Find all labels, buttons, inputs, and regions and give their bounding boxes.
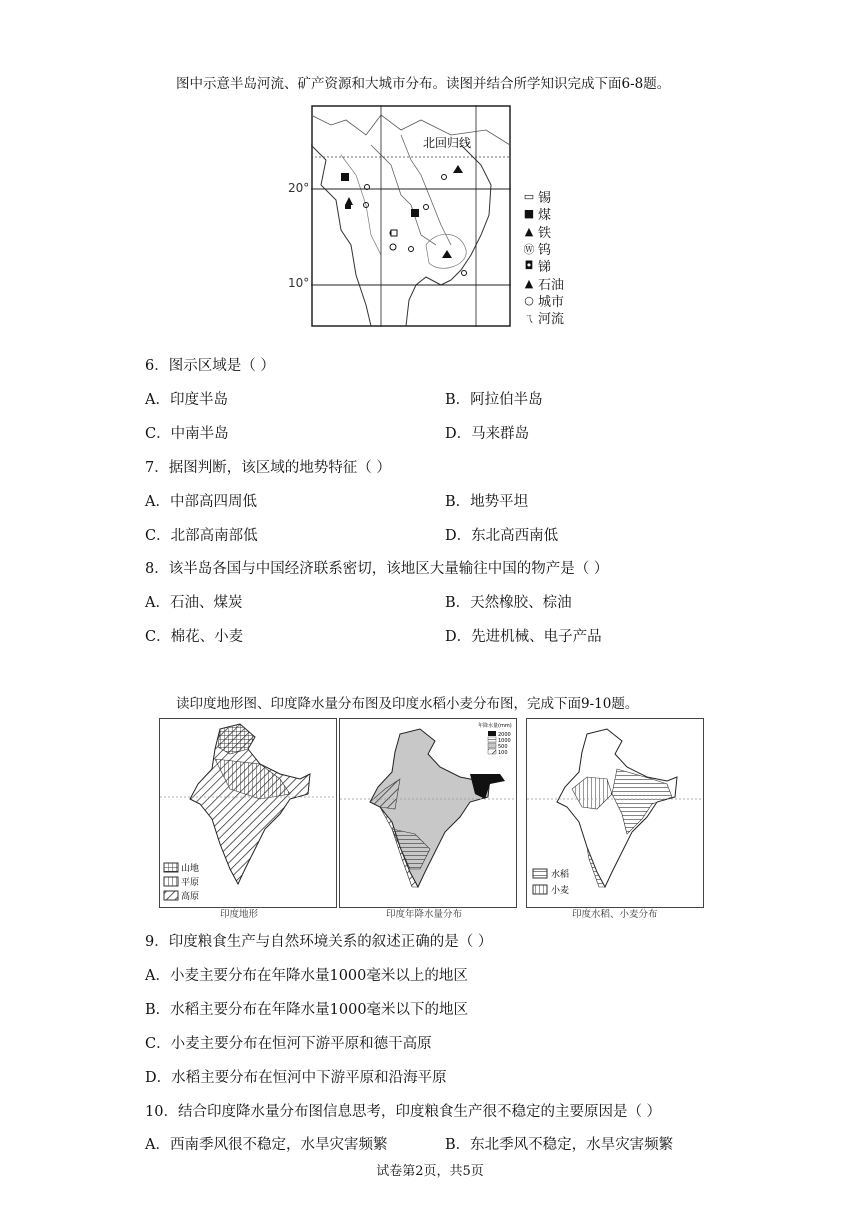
crops-caption: 印度水稻、小麦分布 [572, 909, 658, 920]
q7-stem: 7．据图判断，该区域的地势特征（ ） [145, 460, 391, 476]
q7-option-d[interactable]: D．东北高西南低 [445, 528, 559, 544]
q8-stem: 8．该半岛各国与中国经济联系密切，该地区大量输往中国的物产是（ ） [145, 561, 609, 577]
q6-stem: 6．图示区域是（ ） [145, 358, 275, 374]
q9-option-a[interactable]: A．小麦主要分布在年降水量1000毫米以上的地区 [145, 968, 468, 984]
india-rain-panel [339, 718, 517, 908]
lat-20-label: 20° [288, 181, 310, 195]
svg-text:水稻: 水稻 [551, 870, 570, 880]
svg-text:平原: 平原 [181, 878, 200, 888]
india-crops-map [527, 719, 703, 907]
svg-text:500: 500 [498, 744, 508, 750]
q8-option-d[interactable]: D．先进机械、电子产品 [445, 629, 602, 645]
q10-option-b[interactable]: B．东北季风不稳定，水旱灾害频繁 [445, 1137, 674, 1153]
legend-label-oil: 石油 [538, 277, 565, 293]
tungsten-icon: Ⓦ [523, 242, 535, 256]
q9-option-b[interactable]: B．水稻主要分布在年降水量1000毫米以下的地区 [145, 1002, 469, 1018]
q9-option-c[interactable]: C．小麦主要分布在恒河下游平原和德干高原 [145, 1036, 432, 1052]
india-terrain-panel [159, 718, 337, 908]
q8-option-c[interactable]: C．棉花、小麦 [145, 629, 244, 645]
q7-option-a[interactable]: A．中部高四周低 [145, 494, 257, 510]
india-crops-panel [526, 718, 704, 908]
svg-text:高原: 高原 [181, 892, 200, 902]
terrain-caption: 印度地形 [220, 909, 259, 920]
india-terrain-map [160, 719, 336, 907]
svg-text:小麦: 小麦 [551, 886, 570, 896]
page-footer: 试卷第2页，共5页 [376, 1164, 484, 1179]
oil-icon: ▲ [524, 276, 534, 290]
svg-text:山地: 山地 [181, 864, 200, 874]
q6-option-c[interactable]: C．中南半岛 [145, 426, 229, 442]
q7-option-c[interactable]: C．北部高南部低 [145, 528, 258, 544]
city-icon: ○ [524, 293, 534, 307]
rain-caption: 印度年降水量分布 [386, 909, 463, 920]
q9-stem: 9．印度粮食生产与自然环境关系的叙述正确的是（ ） [145, 934, 493, 950]
lat-10-label: 10° [288, 276, 310, 290]
tropic-label: 北回归线 [423, 136, 472, 150]
legend-label-river: 河流 [538, 312, 565, 328]
indochina-map [311, 105, 511, 327]
legend-label-city: 城市 [538, 294, 565, 310]
coal-icon: ■ [523, 207, 535, 221]
river-icon: ㄟ [523, 311, 535, 325]
q6-option-d[interactable]: D．马来群岛 [445, 426, 530, 442]
svg-text:2000: 2000 [498, 732, 511, 738]
intro-text-1: 图中示意半岛河流、矿产资源和大城市分布。读图并结合所学知识完成下面6-8题。 [176, 76, 671, 92]
svg-text:1000: 1000 [498, 738, 511, 744]
tin-icon: ▭ [523, 190, 535, 204]
legend-label-iron: 铁 [538, 225, 552, 241]
intro-text-2: 读印度地形图、印度降水量分布图及印度水稻小麦分布图，完成下面9-10题。 [176, 696, 639, 712]
legend-label-tin: 锡 [538, 191, 552, 207]
q6-option-b[interactable]: B．阿拉伯半岛 [445, 392, 543, 408]
svg-text:年降水量(mm): 年降水量(mm) [478, 723, 512, 729]
q10-option-a[interactable]: A．西南季风很不稳定，水旱灾害频繁 [145, 1137, 388, 1153]
antimony-icon: ◘ [524, 259, 534, 273]
map1-legend [520, 188, 564, 326]
q8-option-a[interactable]: A．石油、煤炭 [145, 595, 243, 611]
q10-stem: 10．结合印度降水量分布图信息思考，印度粮食生产很不稳定的主要原因是（ ） [145, 1104, 662, 1120]
india-rain-map [340, 719, 516, 907]
q6-option-a[interactable]: A．印度半岛 [145, 392, 228, 408]
iron-icon: ▲ [524, 224, 534, 238]
svg-text:100: 100 [498, 750, 508, 756]
legend-label-tungsten: 钨 [538, 243, 552, 259]
q7-option-b[interactable]: B．地势平坦 [445, 494, 529, 510]
legend-label-coal: 煤 [538, 208, 552, 224]
q8-option-b[interactable]: B．天然橡胶、棕油 [445, 595, 572, 611]
legend-label-antimony: 锑 [538, 260, 552, 276]
q9-option-d[interactable]: D．水稻主要分布在恒河中下游平原和沿海平原 [145, 1070, 447, 1086]
